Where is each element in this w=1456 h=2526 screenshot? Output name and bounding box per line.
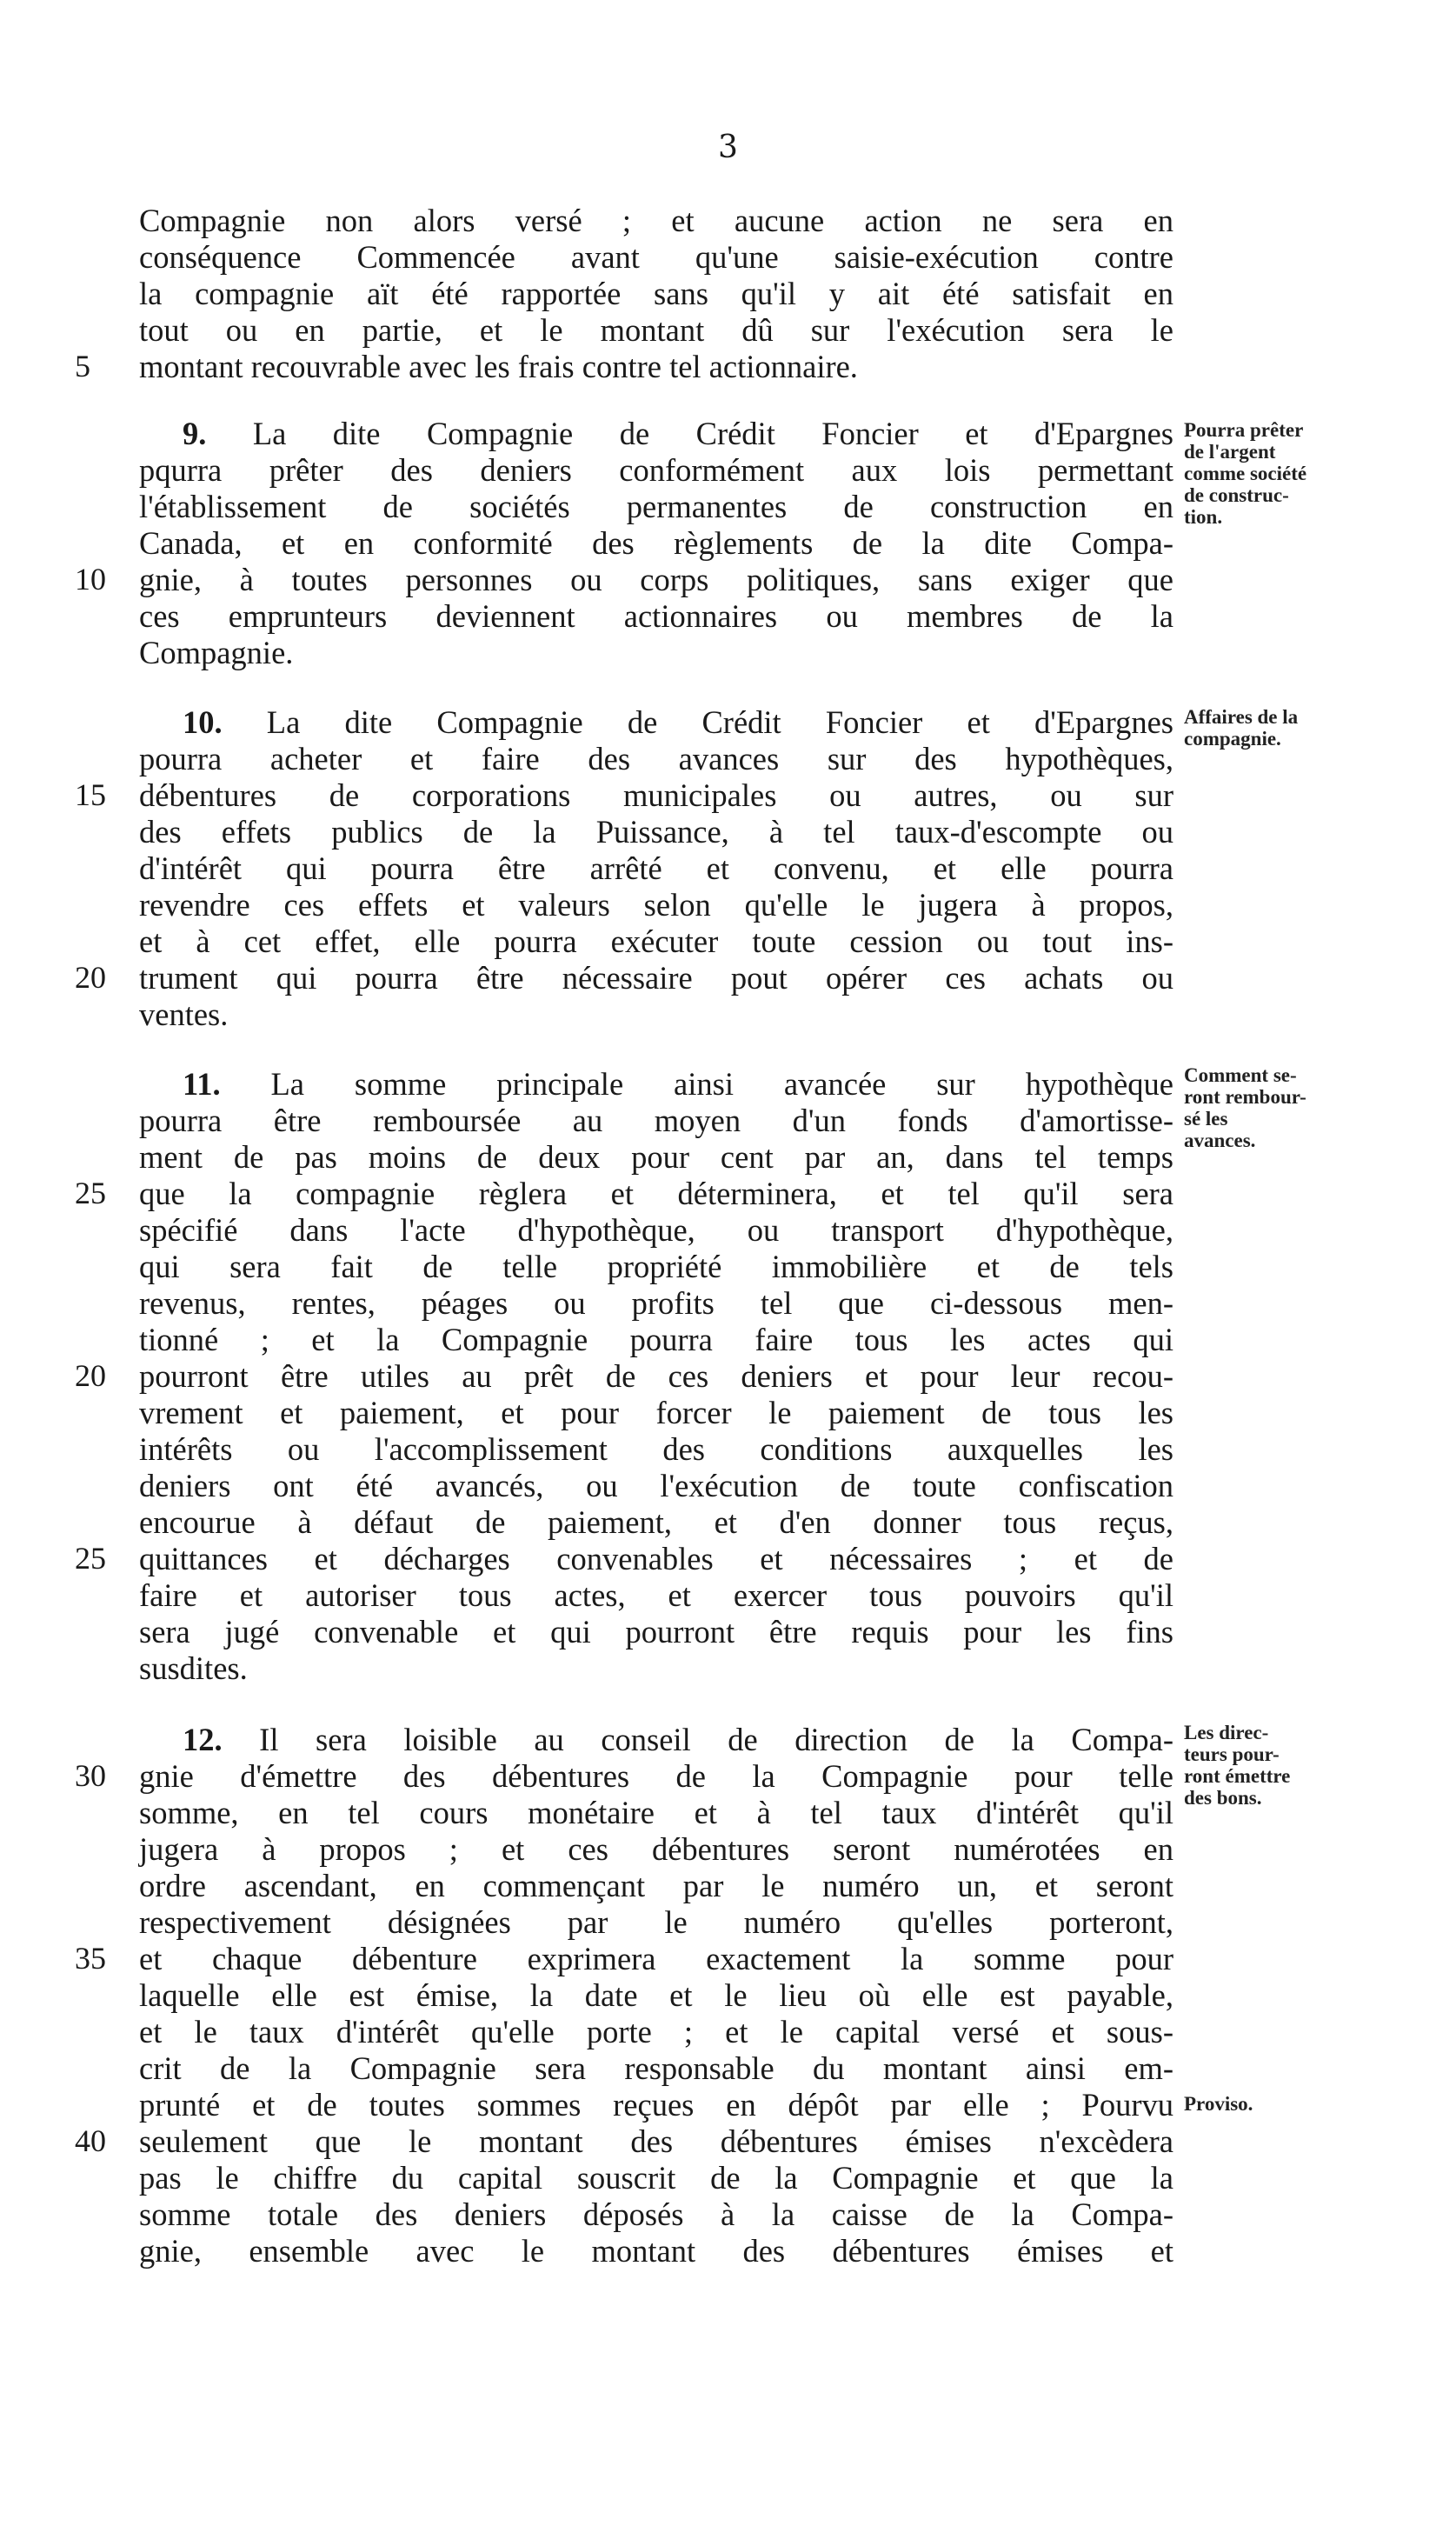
margin-note-proviso: Proviso.: [1184, 2093, 1253, 2115]
text-line: [139, 1831, 1173, 1867]
line-text: La somme principale ainsi avancée sur hypothèque: [270, 1066, 1174, 1102]
line-text: des effets publics de la Puissance, à tel taux-d'escompte ou: [139, 814, 1173, 850]
line-text: trument qui pourra être nécessaire pout opérer ces achats ou: [139, 960, 1173, 996]
text-line: [139, 2087, 1173, 2123]
line-text: encourue à défaut de paiement, et d'en donner tous reçus,: [139, 1504, 1173, 1540]
line-text: tionné ; et la Compagnie pourra faire tous les actes qui: [139, 1322, 1173, 1357]
text-line: [139, 349, 1173, 384]
line-number: 30: [75, 1758, 106, 1793]
line-text: La dite Compagnie de Crédit Foncier et d'Epargnes: [266, 704, 1173, 740]
line-number: 10: [75, 562, 106, 597]
margin-note-pret: Pourra prêter de l'argent comme société de construc- tion.: [1184, 419, 1307, 528]
text-line: [139, 2123, 1173, 2159]
text-line: [139, 598, 1173, 634]
line-text: sera jugé convenable et qui pourront être requis pour les fins: [139, 1614, 1173, 1650]
text-line: [139, 741, 1173, 776]
line-text: seulement que le montant des débentures émises n'excèdera: [139, 2123, 1173, 2159]
text-line: [139, 489, 1173, 524]
text-line: [139, 2050, 1173, 2086]
text-line: [139, 452, 1173, 488]
section-number: 11.: [183, 1066, 221, 1102]
line-text: Canada, et en conformité des règlements de la dite Compa-: [139, 525, 1173, 561]
line-text: prunté et de toutes sommes reçues en dépôt par elle ; Pourvu: [139, 2087, 1173, 2123]
text-line: [139, 635, 1173, 670]
line-text: la compagnie aït été rapportée sans qu'il y ait été satisfait en: [139, 276, 1173, 311]
line-text: gnie, à toutes personnes ou corps politiques, sans exiger que: [139, 562, 1173, 597]
text-line: [139, 1285, 1173, 1321]
text-line: [139, 203, 1173, 238]
text-line: [139, 777, 1173, 813]
line-number: 20: [75, 1358, 106, 1393]
line-text: susdites.: [139, 1650, 248, 1686]
text-line: [139, 525, 1173, 561]
line-text: Compagnie.: [139, 635, 294, 670]
text-line: [183, 1722, 1173, 1757]
line-text: Compagnie non alors versé ; et aucune action ne sera en: [139, 203, 1173, 238]
line-text: pas le chiffre du capital souscrit de la Compagnie et que la: [139, 2160, 1173, 2196]
line-text: gnie d'émettre des débentures de la Compagnie pour telle: [139, 1758, 1173, 1794]
line-text: ment de pas moins de deux pour cent par an, dans tel temps: [139, 1139, 1173, 1175]
text-line: [139, 2233, 1173, 2269]
text-line: [139, 1577, 1173, 1613]
text-line: [139, 562, 1173, 597]
line-text: vrement et paiement, et pour forcer le paiement de tous les: [139, 1395, 1173, 1430]
line-text: somme totale des deniers déposés à la caisse de la Compa-: [139, 2196, 1173, 2232]
text-line: [139, 2014, 1173, 2049]
text-line: [139, 1431, 1173, 1467]
line-text: et à cet effet, elle pourra exécuter toute cession ou tout ins-: [139, 923, 1173, 959]
text-line: [139, 996, 1173, 1032]
text-line: [139, 1395, 1173, 1430]
line-text: somme, en tel cours monétaire et à tel taux d'intérêt qu'il: [139, 1795, 1173, 1830]
text-line: [139, 887, 1173, 923]
line-text: crit de la Compagnie sera responsable du montant ainsi em-: [139, 2050, 1173, 2086]
text-line: [139, 1868, 1173, 1903]
margin-note-rembourse: Comment se- ront rembour- sé les avances.: [1184, 1064, 1306, 1151]
text-line: [139, 1758, 1173, 1794]
line-number: 20: [75, 960, 106, 995]
line-text: ordre ascendant, en commençant par le numéro un, et seront: [139, 1868, 1173, 1903]
text-line: [139, 1139, 1173, 1175]
text-line: [183, 704, 1173, 740]
text-line: [139, 1358, 1173, 1394]
line-text: spécifié dans l'acte d'hypothèque, ou transport d'hypothèque,: [139, 1212, 1173, 1248]
text-line: [139, 1614, 1173, 1650]
text-line: [139, 276, 1173, 311]
text-line: [183, 1066, 1173, 1102]
line-text: jugera à propos ; et ces débentures seront numérotées en: [139, 1831, 1173, 1867]
text-line: [139, 1904, 1173, 1940]
line-text: débentures de corporations municipales ou autres, ou sur: [139, 777, 1173, 813]
line-text: que la compagnie règlera et déterminera, et tel qu'il sera: [139, 1176, 1173, 1211]
text-line: [139, 1249, 1173, 1284]
text-line: [139, 1650, 1173, 1686]
line-number: 5: [75, 349, 90, 383]
line-text: intérêts ou l'accomplissement des conditions auxquelles les: [139, 1431, 1173, 1467]
line-text: quittances et décharges convenables et nécessaires ; et de: [139, 1541, 1173, 1576]
section-number: 12.: [183, 1722, 223, 1757]
line-text: laquelle elle est émise, la date et le lieu où elle est payable,: [139, 1977, 1173, 2013]
text-line: [139, 960, 1173, 996]
line-number: 35: [75, 1941, 106, 1976]
text-line: [139, 1795, 1173, 1830]
section-number: 10.: [183, 704, 223, 740]
section-number: 9.: [183, 416, 207, 451]
text-line: [139, 850, 1173, 886]
line-text: Il sera loisible au conseil de direction de la Compa-: [259, 1722, 1173, 1757]
line-text: et le taux d'intérêt qu'elle porte ; et le capital versé et sous-: [139, 2014, 1173, 2049]
line-text: conséquence Commencée avant qu'une saisie-exécution contre: [139, 239, 1173, 275]
text-line: [139, 312, 1173, 348]
text-line: [183, 416, 1173, 451]
text-line: [139, 1103, 1173, 1138]
text-line: [139, 1176, 1173, 1211]
text-line: [139, 814, 1173, 850]
line-text: respectivement désignées par le numéro qu'elles porteront,: [139, 1904, 1173, 1940]
line-text: pourra acheter et faire des avances sur des hypothèques,: [139, 741, 1173, 776]
line-text: revendre ces effets et valeurs selon qu'elle le jugera à propos,: [139, 887, 1173, 923]
text-line: [139, 2196, 1173, 2232]
line-text: et chaque débenture exprimera exactement la somme pour: [139, 1941, 1173, 1976]
text-line: [139, 1468, 1173, 1503]
line-text: pqurra prêter des deniers conformément aux lois permettant: [139, 452, 1173, 488]
text-line: [139, 2160, 1173, 2196]
line-text: ces emprunteurs deviennent actionnaires ou membres de la: [139, 598, 1173, 634]
line-text: deniers ont été avancés, ou l'exécution de toute confiscation: [139, 1468, 1173, 1503]
line-text: La dite Compagnie de Crédit Foncier et d'Epargnes: [252, 416, 1173, 451]
line-text: ventes.: [139, 996, 229, 1032]
text-line: [139, 923, 1173, 959]
line-text: gnie, ensemble avec le montant des débentures émises et: [139, 2233, 1173, 2269]
line-number: 25: [75, 1541, 106, 1576]
line-number: 25: [75, 1176, 106, 1210]
line-text: tout ou en partie, et le montant dû sur l'exécution sera le: [139, 312, 1173, 348]
line-number: 15: [75, 777, 106, 812]
text-line: [139, 1212, 1173, 1248]
line-text: l'établissement de sociétés permanentes de construction en: [139, 489, 1173, 524]
line-text: pourra être remboursée au moyen d'un fonds d'amortisse-: [139, 1103, 1173, 1138]
text-line: [139, 1541, 1173, 1576]
text-line: [139, 1977, 1173, 2013]
text-line: [139, 1504, 1173, 1540]
line-text: pourront être utiles au prêt de ces deniers et pour leur recou-: [139, 1358, 1173, 1394]
text-line: [139, 239, 1173, 275]
text-line: [139, 1941, 1173, 1976]
line-text: montant recouvrable avec les frais contre tel actionnaire.: [139, 349, 858, 384]
line-text: qui sera fait de telle propriété immobilière et de tels: [139, 1249, 1173, 1284]
text-line: [139, 1322, 1173, 1357]
page-number: 3: [718, 130, 738, 165]
line-text: faire et autoriser tous actes, et exercer tous pouvoirs qu'il: [139, 1577, 1173, 1613]
margin-note-debentures: Les direc- teurs pour- ront émettre des bons.: [1184, 1722, 1291, 1809]
line-number: 40: [75, 2123, 106, 2158]
margin-note-affaires: Affaires de la compagnie.: [1184, 706, 1299, 750]
line-text: d'intérêt qui pourra être arrêté et convenu, et elle pourra: [139, 850, 1173, 886]
line-text: revenus, rentes, péages ou profits tel que ci-dessous men-: [139, 1285, 1173, 1321]
